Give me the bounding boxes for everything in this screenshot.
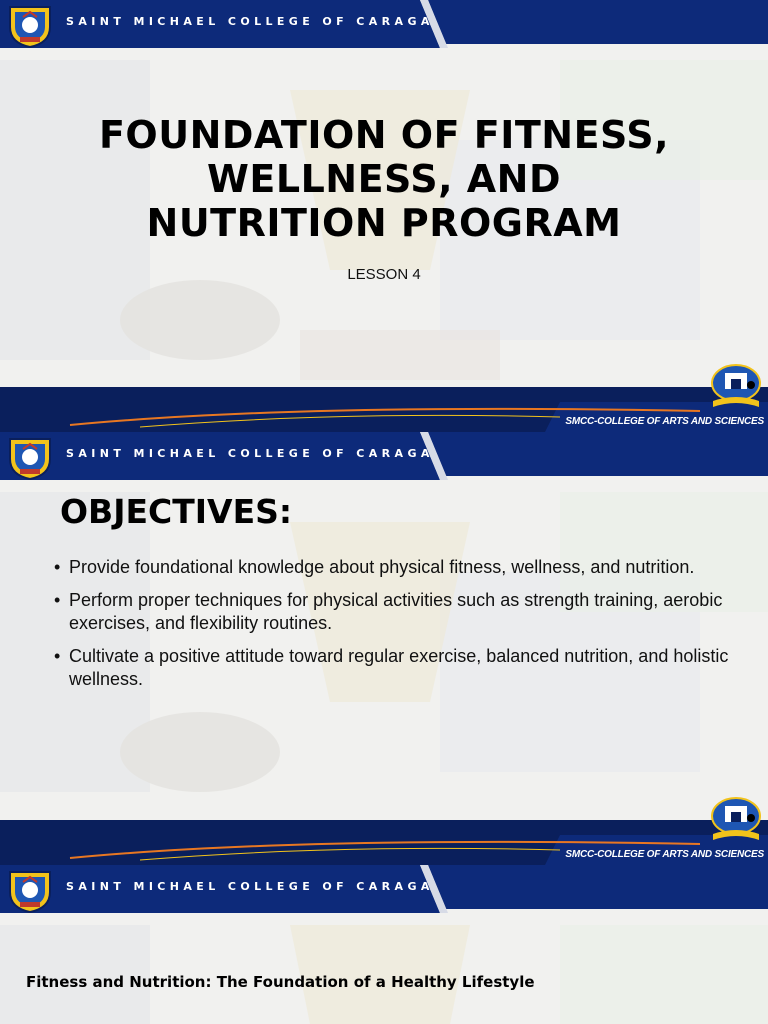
lesson-subtitle: LESSON 4 bbox=[347, 266, 421, 283]
list-item bbox=[54, 556, 734, 579]
objective-text: Provide foundational knowledge about physical fitness, wellness, and nutrition. bbox=[69, 557, 695, 577]
slide-header bbox=[0, 432, 768, 480]
title-line: NUTRITION PROGRAM bbox=[146, 201, 622, 245]
college-name: SAINT MICHAEL COLLEGE OF CARAGA bbox=[66, 15, 434, 28]
slide-footer bbox=[0, 818, 768, 865]
arts-and-sciences-seal-icon bbox=[707, 796, 765, 844]
footer-label: SMCC-COLLEGE OF ARTS AND SCIENCES bbox=[565, 849, 764, 860]
title-line: FOUNDATION OF FITNESS, bbox=[98, 113, 670, 157]
college-name: SAINT MICHAEL COLLEGE OF CARAGA bbox=[66, 447, 434, 460]
objective-text: Perform proper techniques for physical activities such as strength training, aerobic exercises, and flexibility routines. bbox=[69, 590, 723, 633]
college-crest-icon bbox=[6, 435, 54, 481]
arts-and-sciences-seal-icon bbox=[707, 363, 765, 411]
bullet-icon: • bbox=[54, 557, 61, 577]
objective-text: Cultivate a positive attitude toward regular exercise, balanced nutrition, and holistic wellness. bbox=[69, 646, 729, 689]
slide-title bbox=[0, 0, 768, 432]
bullet-icon: • bbox=[54, 646, 61, 666]
slide-header bbox=[0, 865, 768, 913]
slide-header bbox=[0, 0, 768, 48]
slide-objectives bbox=[0, 432, 768, 865]
objectives-list bbox=[54, 556, 734, 701]
list-item bbox=[54, 589, 734, 635]
objectives-heading: OBJECTIVES: bbox=[60, 492, 293, 531]
slide-title-heading bbox=[0, 113, 768, 245]
college-name: SAINT MICHAEL COLLEGE OF CARAGA bbox=[66, 880, 434, 893]
college-crest-icon bbox=[6, 868, 54, 914]
bullet-icon: • bbox=[54, 590, 61, 610]
college-crest-icon bbox=[6, 3, 54, 49]
slide-heading: Fitness and Nutrition: The Foundation of a Healthy Lifestyle bbox=[26, 973, 535, 991]
footer-label: SMCC-COLLEGE OF ARTS AND SCIENCES bbox=[565, 416, 764, 427]
list-item bbox=[54, 645, 734, 691]
title-line: WELLNESS, AND bbox=[206, 157, 561, 201]
slide-fitness-nutrition bbox=[0, 865, 768, 1024]
slide-footer bbox=[0, 385, 768, 432]
